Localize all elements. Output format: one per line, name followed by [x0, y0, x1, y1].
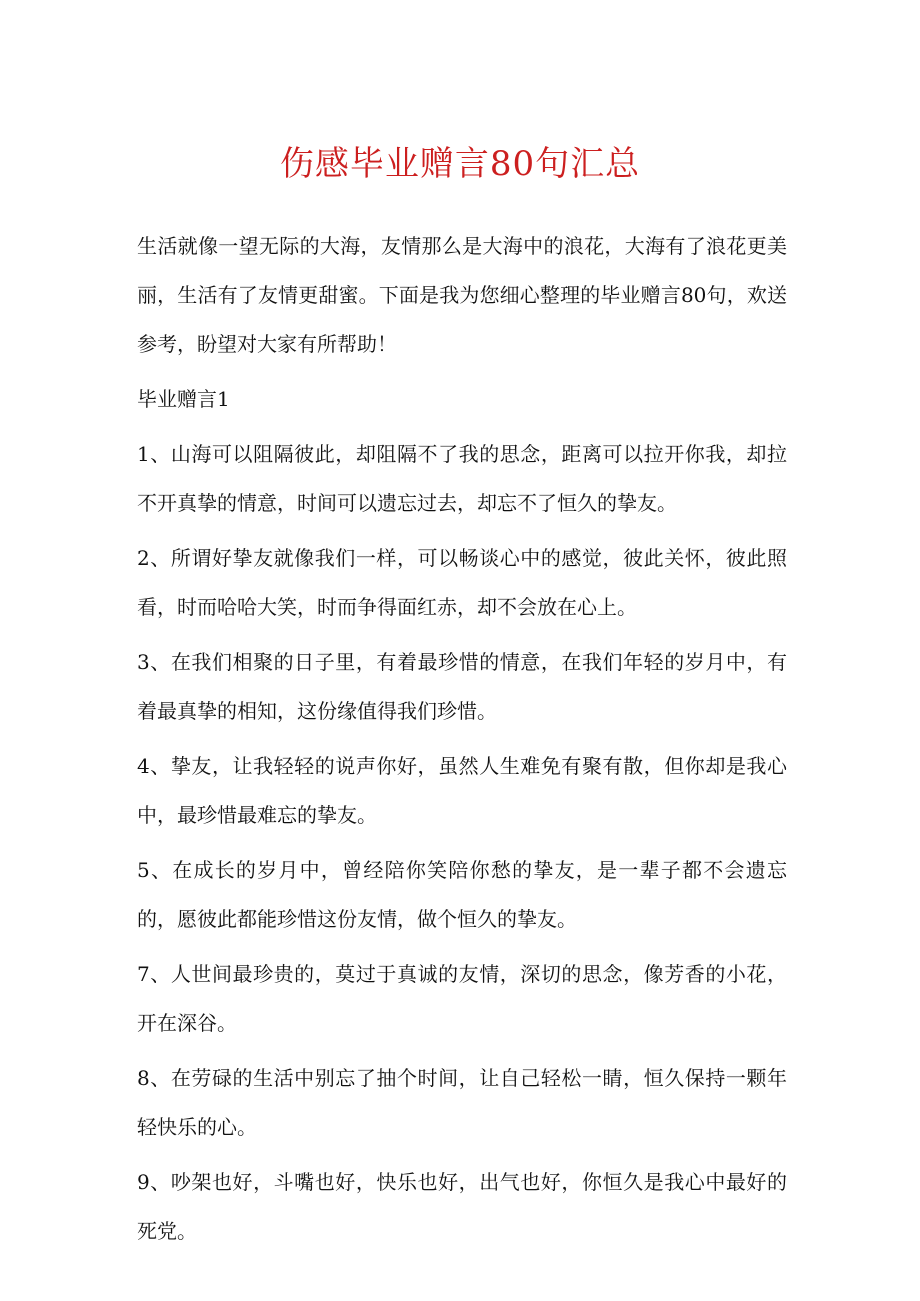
intro-paragraph: 生活就像一望无际的大海，友情那么是大海中的浪花，大海有了浪花更美丽，生活有了友情更甜蜜。下面是我为您细心整理的毕业赠言80句，欢送参考，盼望对大家有所帮助！ [137, 234, 787, 356]
list-item: 9、吵架也好，斗嘴也好，快乐也好，出气也好，你恒久是我心中最好的死党。 [137, 1170, 787, 1243]
document-body [137, 222, 787, 1262]
list-item: 5、在成长的岁月中，曾经陪你笑陪你愁的挚友，是一辈子都不会遗忘的，愿彼此都能珍惜这份友情，做个恒久的挚友。 [137, 858, 787, 931]
section-heading: 毕业赠言1 [137, 387, 230, 411]
list-item: 4、挚友，让我轻轻的说声你好，虽然人生难免有聚有散，但你却是我心中，最珍惜最难忘的挚友。 [137, 754, 787, 827]
list-item: 8、在劳碌的生活中别忘了抽个时间，让自己轻松一睛，恒久保持一颗年轻快乐的心。 [137, 1066, 787, 1139]
document-title: 伤感毕业赠言80句汇总 [279, 144, 641, 184]
list-item: 3、在我们相聚的日子里，有着最珍惜的情意，在我们年轻的岁月中，有着最真挚的相知，这份缘值得我们珍惜。 [137, 650, 787, 723]
list-item: 1、山海可以阻隔彼此，却阻隔不了我的思念，距离可以拉开你我，却拉不开真挚的情意，时间可以遗忘过去，却忘不了恒久的挚友。 [137, 442, 787, 515]
list-item: 7、人世间最珍贵的，莫过于真诚的友情，深切的思念，像芳香的小花，开在深谷。 [137, 962, 787, 1035]
list-item: 2、所谓好挚友就像我们一样，可以畅谈心中的感觉，彼此关怀，彼此照看，时而哈哈大笑，时而争得面红赤，却不会放在心上。 [137, 546, 787, 619]
